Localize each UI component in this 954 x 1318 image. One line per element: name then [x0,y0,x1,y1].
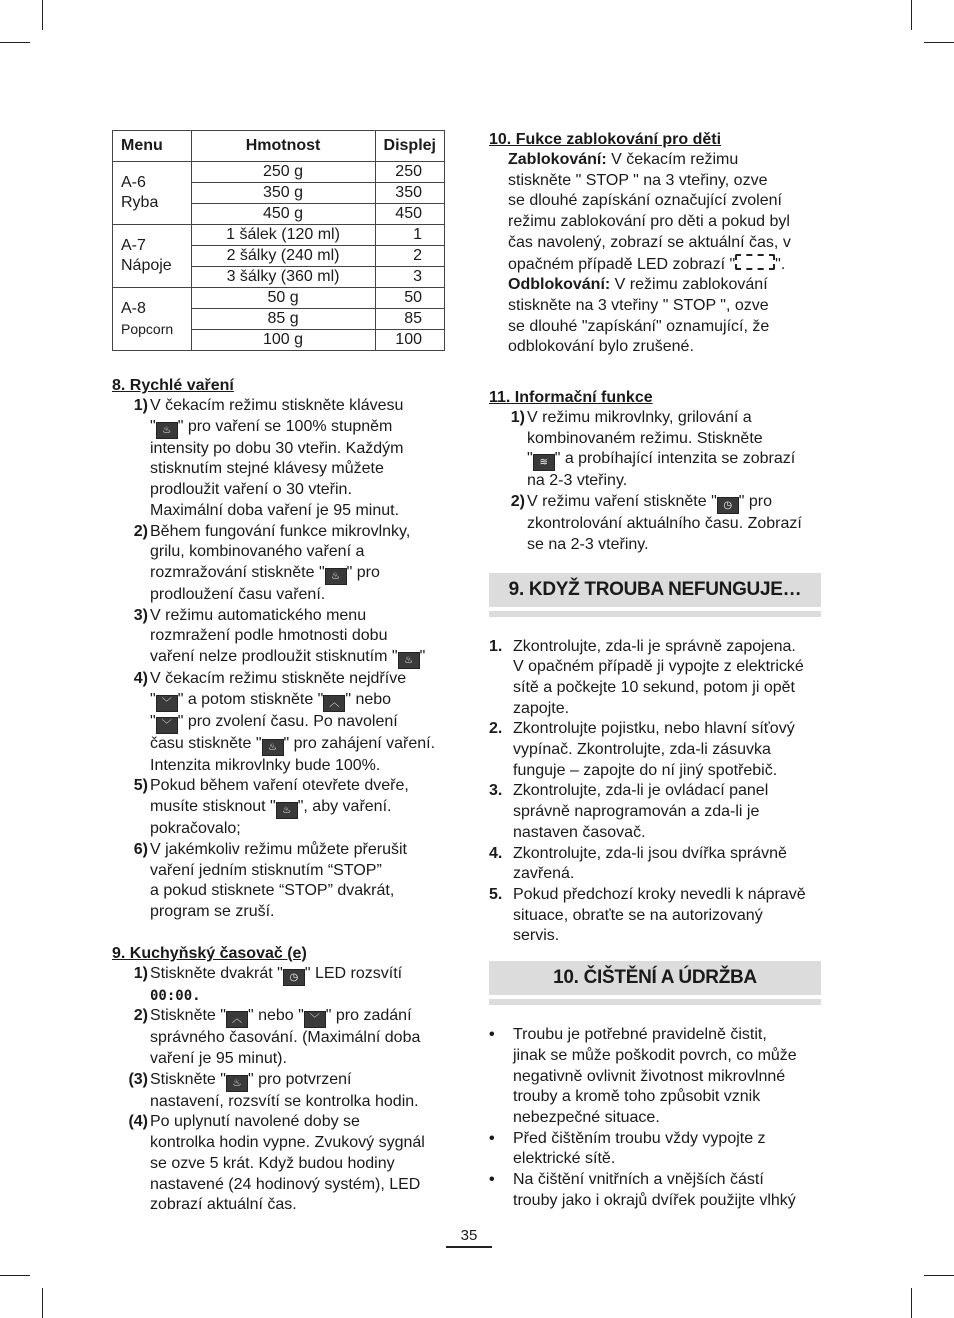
text-line: V čekacím režimu [606,151,739,168]
led-display-readout: 00:00. [150,987,201,1004]
display-cell: 50 [375,288,444,309]
text-line: V režimu automatického menu [150,606,367,624]
item-text [513,637,825,720]
menu-code: A-7 [121,237,146,254]
list-item [112,1006,448,1069]
item-number: 4. [489,844,503,862]
item-number: 2. [489,720,503,738]
info-function-list [489,408,825,556]
weight-cell: 250 g [191,162,375,183]
table-header-row [113,131,445,162]
display-cell: 350 [375,183,444,204]
weight-cell: 85 g [191,309,375,330]
text-line: odblokování bylo zrušené. [508,338,694,356]
unlock-paragraph [508,275,825,358]
item-number: (3) [128,1070,148,1088]
list-item [489,408,825,492]
bullet: • [489,1129,495,1147]
table-row [113,162,445,183]
text-line: elektrické sítě. [513,1150,616,1168]
text-line: funguje – zapojte do ní jiný spotřebič. [513,761,778,779]
list-item [112,1070,448,1113]
text-line: zobrazí aktuální čas. [150,1196,297,1214]
weight-cell: 1 šálek (120 ml) [191,225,375,246]
right-column [489,130,825,1211]
unlock-label: Odblokování: [508,276,611,294]
page-number-rule [446,1246,492,1248]
item-text [513,885,825,947]
bullet: • [489,1171,495,1189]
item-number: 4) [133,670,148,688]
list-item [489,844,825,885]
item-number: (4) [128,1113,148,1131]
item-number: 1) [510,409,525,427]
text-line: nastavení, rozsvítí se kontrolka hodin. [150,1092,419,1110]
item-number: 2) [133,1007,148,1025]
item-text [150,1112,448,1216]
chapter-banner-cleaning [489,961,821,995]
item-text: V režimu vaření stiskněte " ◷ " pro zkontrolování aktuálního času. Zobrazí se na 2-3 vteřiny. [527,493,802,553]
text-line: vaření je 95 minut). [150,1050,287,1068]
list-item [112,840,448,923]
text-line: V opačném případě ji vypojte z elektrické [513,658,804,676]
kitchen-timer-list [112,964,448,1216]
item-text: Během fungování funkce mikrovlnky, grilu, kombinovaného vaření a rozmražování stiskněte " ♨ " pro prodloužení času vaření. [150,522,411,603]
weight-cell: 3 šálky (360 ml) [191,267,375,288]
auto-menu-table [112,130,445,351]
item-text: V čekacím režimu stiskněte klávesu " ♨ " pro vaření se 100% stupněm intensity po dobu 30 vteřin. Každým stisknutím stejné klávesy můžete prodloužit vaření o 30 vteřin. Maximální doba vaření je 95 minut. [150,397,404,519]
list-item [489,1170,825,1211]
list-item [489,1025,825,1129]
lock-display-symbol [735,254,775,270]
list-item [112,669,448,776]
start-button-icon: ♨ [262,739,284,756]
list-item [489,781,825,843]
text-line: nebezpečné situace. [513,1108,660,1126]
start-button-icon: ♨ [156,422,178,439]
header-menu: Menu [113,131,192,162]
text-line: správně naprogramován a zda-li je [513,803,760,821]
list-item [489,492,825,555]
text-line: se dlouhé zapískání označující zvolení [508,192,782,210]
chapter-title: 9. KDYŽ TROUBA NEFUNGUJE… [508,578,802,600]
text-line: správného časování. (Maximální doba [150,1029,421,1047]
text-line: zkontrolování aktuálního času. Zobrazí [527,515,802,533]
section-title-child-lock: 10. Fukce zablokování pro děti [489,131,722,148]
child-lock-text [489,150,825,358]
up-arrow-button-icon: ︿ [323,695,345,712]
page-number: 35 [460,1227,478,1244]
text-line: stisknutím stejné klávesy můžete [150,460,384,478]
menu-cell [113,162,192,225]
text-line: Pokud během vaření otevřete dveře, [150,777,409,795]
item-number: 3) [133,606,148,624]
text-line: Zkontrolujte, zda-li jsou dvířka správně [513,844,787,862]
text-line: Pokud předchozí kroky nevedli k nápravě [513,885,806,903]
item-number: 1. [489,637,503,655]
text-line: trouby jako i okrajů dvířek použijte vlhký [513,1191,796,1209]
text-line: sítě a počkejte 10 sekund, potom ji opět [513,678,795,696]
item-text [513,1129,825,1170]
display-cell: 450 [375,204,444,225]
text-line: na 2-3 vteřiny. [527,472,628,490]
display-cell: 100 [375,330,444,351]
table-row [113,225,445,246]
clock-button-icon: ◷ [283,969,305,986]
text-line: intensity po dobu 30 vteřin. Každým [150,439,404,457]
text-line: stiskněte " STOP " na 3 vteřiny, ozve [508,171,768,189]
text-line: čas navolený, zobrazí se aktuální čas, v [508,233,791,251]
menu-name: Ryba [121,194,159,211]
weight-cell: 350 g [191,183,375,204]
text-line: Troubu je potřebné pravidelně čistit, [513,1026,767,1044]
item-number: 2) [510,493,525,511]
text-line: Během fungování funkce mikrovlnky, [150,522,411,540]
power-level-button-icon: ≋ [533,454,555,471]
text-line: prodloužit vaření o 30 vteřin. [150,481,352,499]
list-item [489,885,825,947]
item-number: 6) [133,840,148,858]
text-line: prodloužení času vaření. [150,585,326,603]
item-text: Stiskněte dvakrát " ◷ " LED rozsvítí 00:00. [150,964,448,1007]
item-number: 1) [133,964,148,982]
lock-paragraph: Zablokování: V čekacím režimu stiskněte " STOP " na 3 vteřiny, ozve se dlouhé zapískání označující zvolení režimu zablokování pro děti a pokud byl čas navolený, zobrazí se aktuální čas, v opačném případě LED zobrazí " ". [508,151,791,273]
item-text [513,1170,825,1211]
display-cell: 85 [375,309,444,330]
item-number: 3. [489,782,503,800]
item-text [513,844,825,885]
list-item [112,396,448,522]
quick-cook-list [112,396,448,923]
text-line: stiskněte na 3 vteřiny " STOP ", ozve [508,296,769,314]
text-line: nastavené (24 hodinový systém), LED [150,1175,421,1193]
display-cell: 2 [375,246,444,267]
list-item [112,1112,448,1216]
section-title-kitchen-timer: 9. Kuchyňský časovač (e) [112,944,307,962]
start-button-icon: ♨ [398,652,420,669]
text-line: se dlouhé "zapískání" oznamující, že [508,317,770,335]
text-line: V čekacím režimu stiskněte nejdříve [150,670,407,688]
down-arrow-button-icon: ﹀ [156,717,178,734]
text-line: Před čištěním troubu vždy vypojte z [513,1129,766,1147]
text-line: pokračovalo; [150,820,241,838]
text-line: Zkontrolujte, zda-li je ovládací panel [513,782,769,800]
menu-name: Nápoje [121,257,172,274]
text-line: Maximální doba vaření je 95 minut. [150,501,400,519]
section-title-quick-cook: 8. Rychlé vaření [112,377,234,394]
list-item [112,606,448,669]
menu-code: A-6 [121,174,146,191]
text-line: vaření jedním stisknutím “STOP” [150,861,382,879]
text-line: program se zruší. [150,902,275,920]
header-display: Displej [375,131,444,162]
text-line: servis. [513,927,560,945]
crop-mark [924,1275,954,1276]
list-item [489,637,825,720]
text-line: Zkontrolujte, zda-li je správně zapojena. [513,637,796,655]
item-text [513,719,825,781]
weight-cell: 100 g [191,330,375,351]
text-line: grilu, kombinovaného vaření a [150,543,365,561]
text-line: režimu zablokování pro děti a pokud byl [508,213,790,231]
weight-cell: 50 g [191,288,375,309]
header-weight: Hmotnost [191,131,375,162]
lock-label: Zablokování: [508,151,607,168]
list-item [489,1129,825,1170]
item-text [513,781,825,843]
item-number: 5. [489,885,503,903]
text-line: jinak se může poškodit povrch, co může [513,1046,797,1064]
text-line: se ozve 5 krát. Když budou hodiny [150,1154,395,1172]
text-line: negativně ovlivnit životnost mikrovlnné [513,1067,786,1085]
text-line: V čekacím režimu stiskněte klávesu [150,397,404,414]
text-line: situace, obraťte se na autorizovaný [513,906,763,924]
left-column [112,130,448,1216]
text-line: zapojte. [513,699,570,717]
item-text [150,840,448,923]
item-text: Pokud během vaření otevřete dveře, musíte stisknout " ♨ ", aby vaření. pokračovalo; [150,777,409,838]
item-text: Stiskněte " ♨ " pro potvrzení nastavení, rozsvítí se kontrolka hodin. [150,1070,419,1110]
text-line: Intenzita mikrovlnky bude 100%. [150,756,381,774]
list-item [112,776,448,839]
crop-mark [42,1288,43,1318]
weight-cell: 2 šálky (240 ml) [191,246,375,267]
weight-cell: 450 g [191,204,375,225]
clock-button-icon: ◷ [717,497,739,514]
section-title-info-function: 11. Informační funkce [489,389,653,407]
menu-cell [113,288,192,351]
display-cell: 3 [375,267,444,288]
text-line: Po uplynutí navolené doby se [150,1113,360,1131]
text-line: Zkontrolujte pojistku, nebo hlavní síťový [513,720,795,738]
item-text: V režimu automatického menu rozmražení podle hmotnosti dobu vaření nelze prodloužit stisknutím " ♨ " [150,606,448,669]
menu-cell [113,225,192,288]
start-button-icon: ♨ [226,1075,248,1092]
text-line: a pokud stisknete “STOP” dvakrát, [150,882,395,900]
menu-code: A-8 [121,299,146,317]
item-number: 2) [133,522,148,540]
cleaning-list [489,1025,825,1211]
text-line: kontrolka hodin vypne. Zvukový sygnál [150,1134,425,1152]
text-line: nastaven časovač. [513,823,646,841]
item-text: Stiskněte " ︿ " nebo " ﹀ " pro zadání správného časování. (Maximální doba vaření je 95 minut). [150,1007,421,1068]
down-arrow-button-icon: ﹀ [156,695,178,712]
list-item [112,964,448,1007]
item-text [513,1025,825,1129]
text-line: kombinovaném režimu. Stiskněte [527,429,763,447]
display-cell: 1 [375,225,444,246]
crop-mark [0,1275,30,1276]
text-line: se na 2-3 vteřiny. [527,535,649,553]
list-item [112,522,448,606]
table-row [113,288,445,309]
list-item [489,719,825,781]
crop-mark [42,0,43,30]
text-line: V režimu zablokování [610,276,768,294]
up-arrow-button-icon: ︿ [226,1011,248,1028]
crop-mark [911,1288,912,1318]
crop-mark [0,42,30,43]
text-line: V režimu mikrovlnky, grilování a [527,409,752,427]
troubleshooting-list [489,637,825,948]
item-number: 1) [133,397,148,414]
text-line: Na čištění vnitřních a vnějších částí [513,1171,764,1189]
bullet: • [489,1026,495,1044]
down-arrow-button-icon: ﹀ [304,1011,326,1028]
chapter-title: 10. ČIŠTĚNÍ A ÚDRŽBA [553,967,757,989]
text-line: trouby a kromě toho způsobit vznik [513,1088,761,1106]
menu-name: Popcorn [121,320,174,337]
item-text: V čekacím režimu stiskněte nejdříve " ﹀ " a potom stiskněte " ︿ " nebo " ﹀ " pro zvolení času. Po navolení času stiskněte " ♨ " pro zahájení vaření. Intenzita mikrovlnky bude 100%. [150,670,436,774]
display-cell: 250 [375,162,444,183]
start-button-icon: ♨ [276,802,298,819]
text-line: V jakémkoliv režimu můžete přerušit [150,840,407,858]
start-button-icon: ♨ [325,568,347,585]
text-line: zavřená. [513,865,575,883]
crop-mark [911,0,912,30]
item-text: V režimu mikrovlnky, grilování a kombinovaném režimu. Stiskněte " ≋ " a probíhající intenzita se zobrazí na 2-3 vteřiny. [527,409,796,490]
chapter-banner-troubleshooting [489,573,821,607]
item-number: 5) [133,777,148,795]
crop-mark [924,42,954,43]
text-line: rozmražení podle hmotnosti dobu [150,627,388,645]
text-line: vypínač. Zkontrolujte, zda-li zásuvka [513,741,771,759]
